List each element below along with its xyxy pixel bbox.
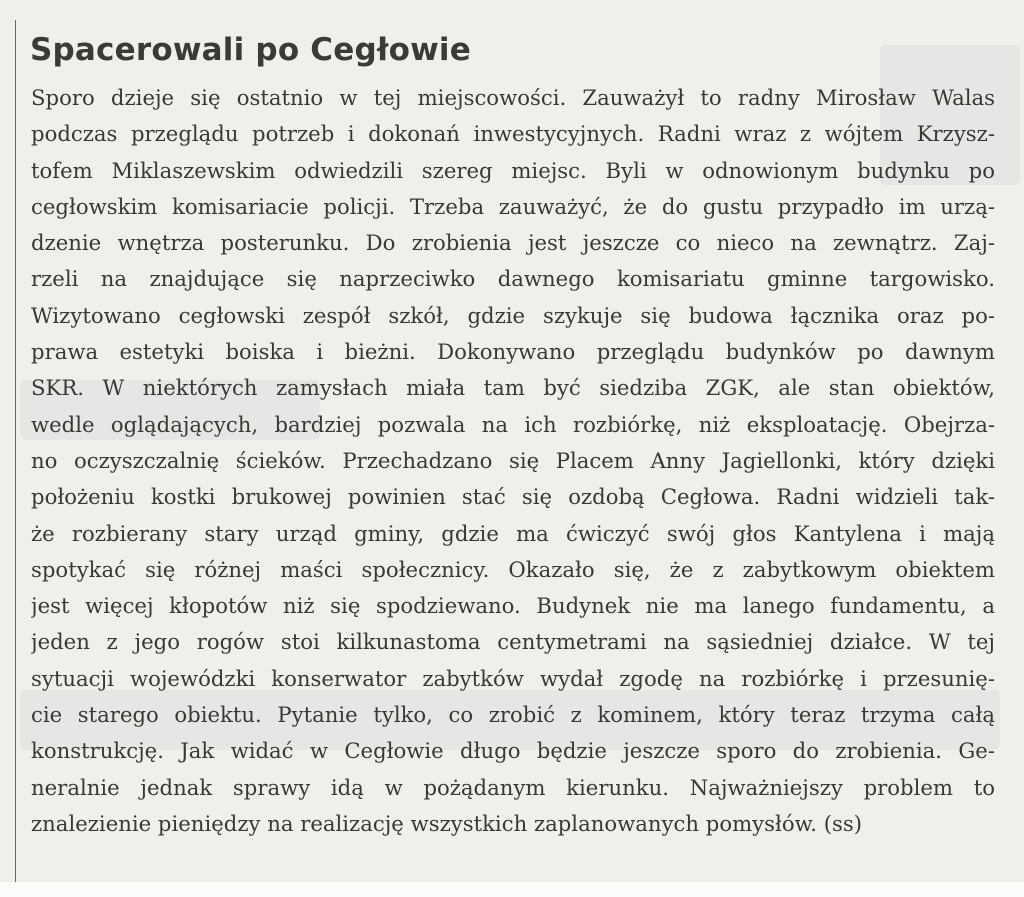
article-line: sytuacji wojewódzki konserwator zabytków wydał zgodę na rozbiórkę i przesunię- — [31, 665, 995, 691]
article-title: Spacerowali po Cegłowie — [30, 32, 471, 68]
article-line: rzeli na znajdujące się naprzeciwko dawnego komisariatu gminne targowisko. — [31, 266, 995, 292]
article-line: neralnie jednak sprawy idą w pożądanym kierunku. Najważniejszy problem to — [31, 774, 995, 800]
article-line: podczas przeglądu potrzeb i dokonań inwestycyjnych. Radni wraz z wójtem Krzysz- — [31, 121, 995, 147]
scan-bottom-margin — [0, 882, 1024, 897]
article-line: położeniu kostki brukowej powinien stać się ozdobą Cegłowa. Radni widzieli tak- — [31, 484, 995, 510]
article-line: Sporo dzieje się ostatnio w tej miejscowości. Zauważył to radny Mirosław Walas — [31, 85, 995, 110]
article-line: dzenie wnętrza posterunku. Do zrobienia jest jeszcze co nieco na zewnątrz. Zaj- — [31, 230, 995, 256]
article-line: że rozbierany stary urząd gminy, gdzie ma ćwiczyć swój głos Kantylena i mają — [31, 520, 995, 546]
article-line: znalezienie pieniędzy na realizację wszystkich zaplanowanych pomysłów. (ss) — [31, 810, 862, 836]
article-line: konstrukcję. Jak widać w Cegłowie długo będzie jeszcze sporo do zrobienia. Ge- — [31, 738, 995, 764]
article-line: cie starego obiektu. Pytanie tylko, co zrobić z kominem, który teraz trzyma całą — [31, 702, 995, 728]
article-line: cegłowskim komisariacie policji. Trzeba zauważyć, że do gustu przypadło im urzą- — [31, 193, 995, 219]
article-line: Wizytowano cegłowski zespół szkół, gdzie szykuje się budowa łącznika oraz po- — [31, 302, 995, 328]
article-line: jeden z jego rogów stoi kilkunastoma centymetrami na sąsiedniej działce. W tej — [31, 629, 995, 655]
article-line: jest więcej kłopotów niż się spodziewano. Budynek nie ma lanego fundamentu, a — [31, 593, 995, 619]
article-line: no oczyszczalnię ścieków. Przechadzano się Placem Anny Jagiellonki, który dzięki — [31, 447, 995, 473]
article-line: wedle oglądających, bardziej pozwala na ich rozbiórkę, niż eksploatację. Obejrza- — [31, 411, 995, 437]
article-line: prawa estetyki boiska i bieżni. Dokonywano przeglądu budynków po dawnym — [31, 339, 995, 365]
article-body — [31, 80, 995, 842]
article-line: spotykać się różnej maści społecznicy. Okazało się, że z zabytkowym obiektem — [31, 556, 995, 582]
article-line: tofem Miklaszewskim odwiedzili szereg miejsc. Byli w odnowionym budynku po — [31, 157, 995, 183]
article-line: SKR. W niektórych zamysłach miała tam być siedziba ZGK, ale stan obiektów, — [31, 375, 995, 401]
column-rule — [15, 20, 16, 885]
